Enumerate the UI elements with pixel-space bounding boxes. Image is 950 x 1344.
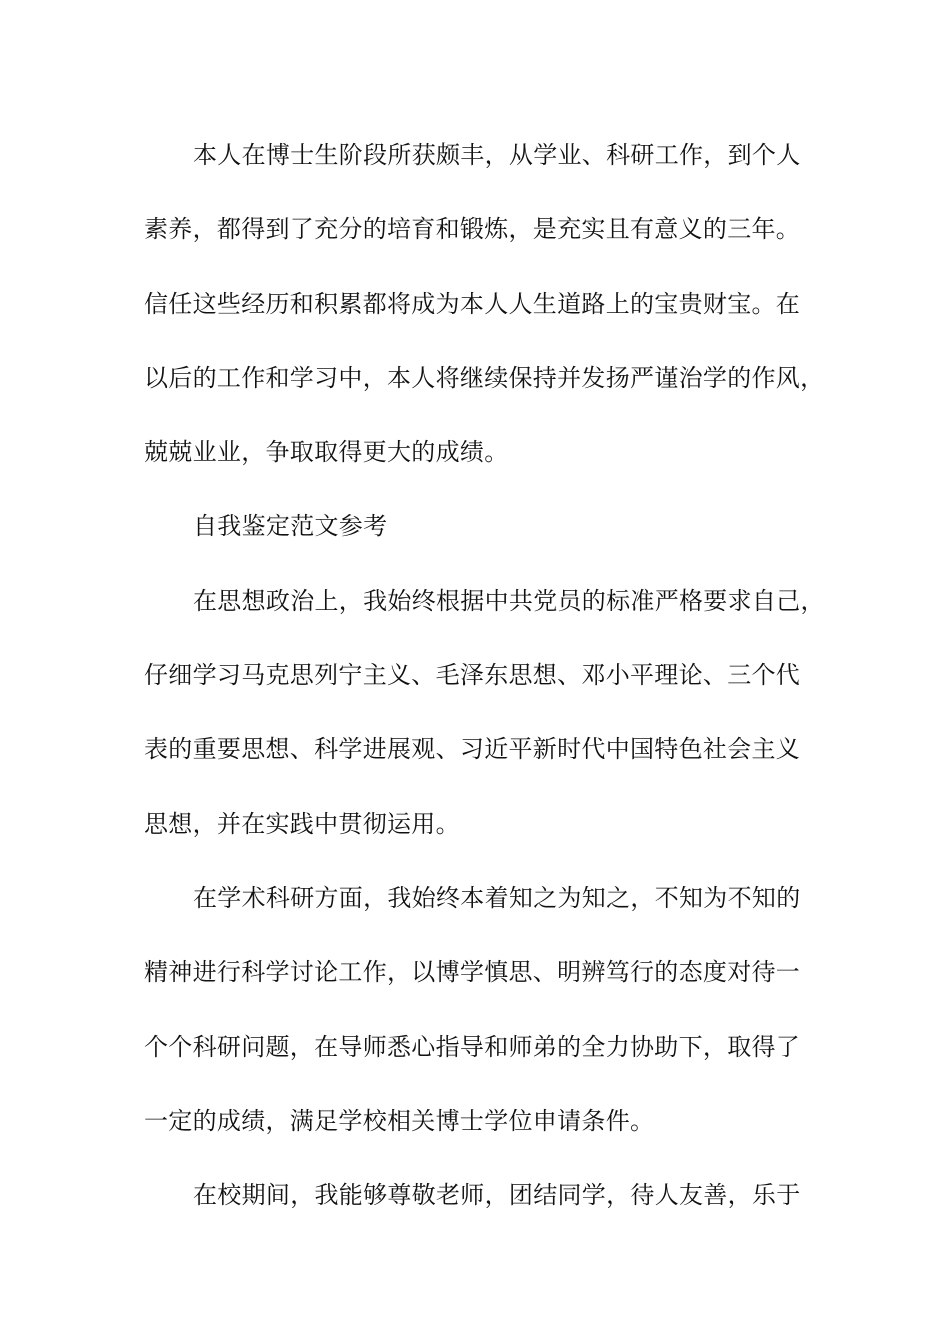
paragraph-achievements [144,118,825,489]
text-line: 仔细学习马克思列宁主义、毛泽东思想、邓小平理论、三个代 [144,661,801,690]
text-line: 思想，并在实践中贯彻运用。 [144,809,460,838]
text-line: 在思想政治上，我始终根据中共党员的标准严格要求自己， [193,586,825,615]
text-line: 在校期间，我能够尊敬老师，团结同学，待人友善，乐于 [193,1181,801,1210]
text-line: 个个科研问题，在导师悉心指导和师弟的全力协助下，取得了 [144,1032,801,1061]
paragraph-political [144,564,825,861]
paragraph-research [144,861,806,1158]
text-line: 表的重要思想、科学进展观、习近平新时代中国特色社会主义 [144,735,801,764]
paragraph-campus-life [144,1158,806,1232]
text-line: 以后的工作和学习中，本人将继续保持并发扬严谨治学的作风， [144,363,825,392]
text-line: 信任这些经历和积累都将成为本人人生道路上的宝贵财宝。在 [144,289,801,318]
text-line: 精神进行科学讨论工作，以博学慎思、明辨笃行的态度对待一 [144,958,801,987]
text-line: 本人在博士生阶段所获颇丰，从学业、科研工作，到个人 [193,141,801,169]
text-line: 兢兢业业，争取取得更大的成绩。 [144,438,509,467]
section-heading [144,489,806,563]
document-body [144,118,825,1232]
text-line: 一定的成绩，满足学校相关博士学位申请条件。 [144,1106,655,1135]
text-line: 素养，都得到了充分的培育和锻炼，是充实且有意义的三年。 [144,215,801,244]
heading-text: 自我鉴定范文参考 [193,512,388,541]
text-line: 在学术科研方面，我始终本着知之为知之，不知为不知的 [193,883,801,912]
